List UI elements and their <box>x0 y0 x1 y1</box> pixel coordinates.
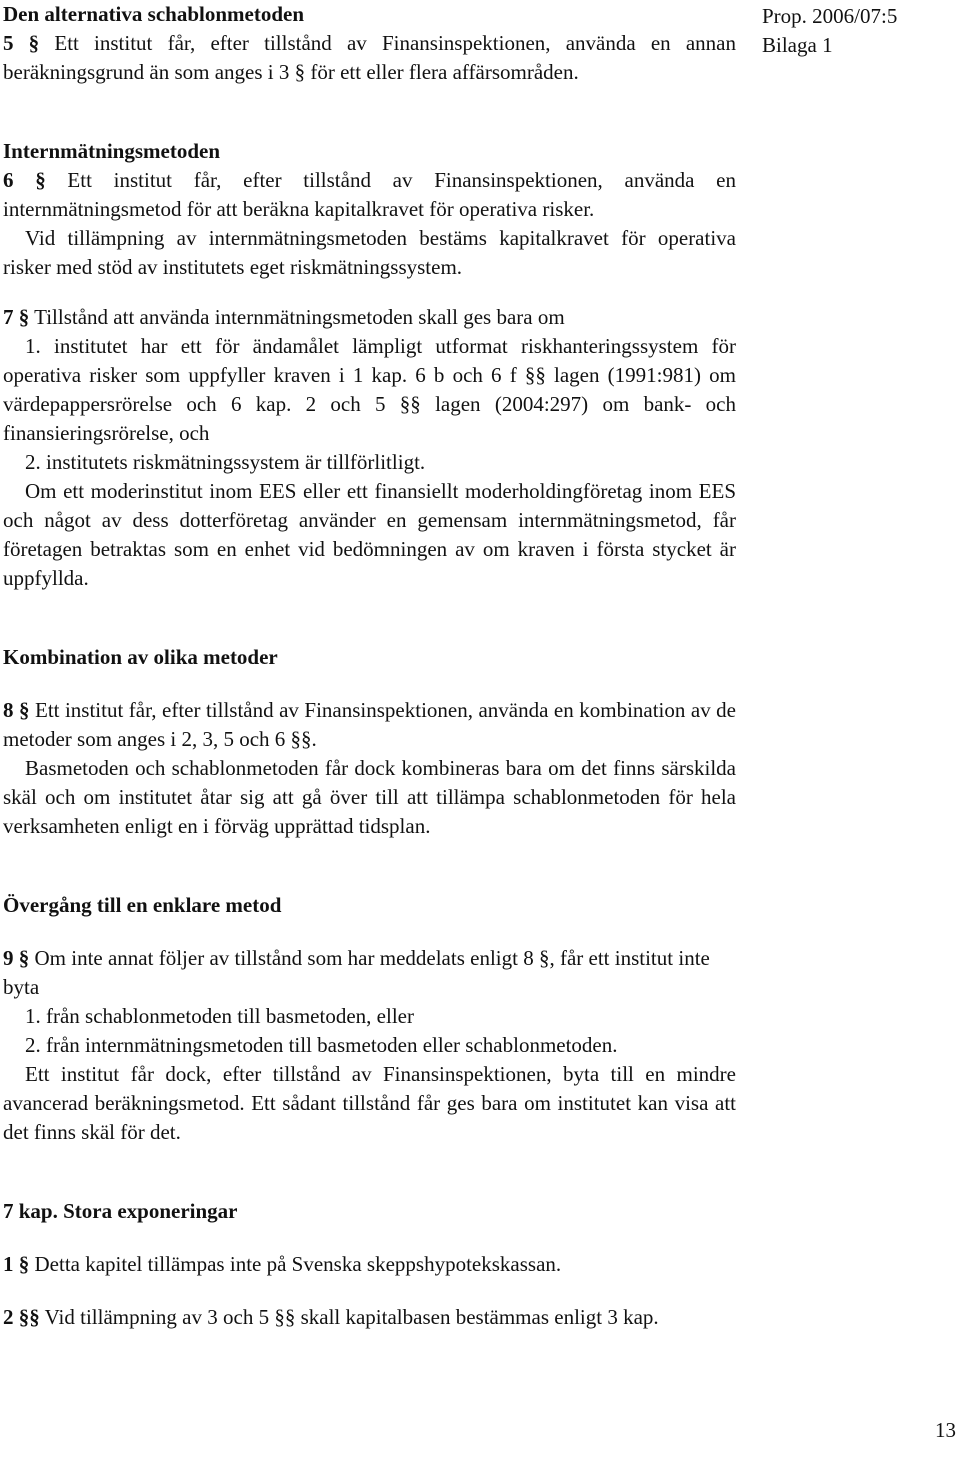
paragraph-8 <box>3 696 736 754</box>
paragraph-number: 6 § <box>3 168 46 192</box>
section-heading-internmatning: Internmätningsmetoden <box>3 139 221 163</box>
paragraph-7-item-1: 1. institutet har ett för ändamålet lämpligt utformat riskhanteringssystem för operativa risker som uppfyller kraven i 1 kap. 6 b och 6 f §§ lagen (1991:981) om värdepappersrörelse och 6 kap. 2 och 5 §§ lagen (2004:297) om bank- och finansieringsrörelse, och <box>3 334 736 445</box>
paragraph-number: 5 § <box>3 31 40 55</box>
paragraph-7-second: Om ett moderinstitut inom EES eller ett finansiellt moderholdingföretag inom EES och något av dess dotterföretag använder en gemensam internmätningsmetod, får företagen betraktas som en enhet vid bedömningen av om kraven i första stycket är uppfyllda. <box>3 479 736 590</box>
paragraph-9-item-1: 1. från schablonmetoden till basmetoden, eller <box>25 1004 414 1028</box>
paragraph-text: Ett institut får, efter tillstånd av Finansinspektionen, använda en kombination av de metoder som anges i 2, 3, 5 och 6 §§. <box>3 698 737 751</box>
paragraph-text: Vid tillämpning av 3 och 5 §§ skall kapitalbasen bestämmas enligt 3 kap. <box>39 1305 659 1329</box>
paragraph-number: 1 § <box>3 1252 30 1276</box>
paragraph-number: 9 § <box>3 946 30 970</box>
page-number: 13 <box>935 1418 956 1442</box>
paragraph-text: Ett institut får, efter tillstånd av Finansinspektionen, använda en annan beräkningsgrund än som anges i 3 § för ett eller flera affärsområden. <box>3 31 736 84</box>
margin-note <box>762 2 952 60</box>
chapter-heading: 7 kap. Stora exponeringar <box>3 1199 238 1223</box>
paragraph-9 <box>3 944 736 1002</box>
paragraph-7-item-2: 2. institutets riskmätningssystem är tillförlitligt. <box>25 450 426 474</box>
document-body <box>3 0 736 1332</box>
paragraph-9-second: Ett institut får dock, efter tillstånd av Finansinspektionen, byta till en mindre avancerad beräkningsmetod. Ett sådant tillstånd får ges bara om institutet kan visa att det finns skäl för det. <box>3 1062 736 1144</box>
paragraph-number: 2 §§ <box>3 1305 40 1329</box>
appendix-label: Bilaga 1 <box>762 33 833 57</box>
paragraph-text: Om inte annat följer av tillstånd som har meddelats enligt 8 §, får ett institut inte byta <box>3 946 710 999</box>
paragraph-6 <box>3 166 736 224</box>
paragraph-number: 7 § <box>3 305 30 329</box>
proposition-reference: Prop. 2006/07:5 <box>762 4 898 28</box>
section-heading-alternativa: Den alternativa schablonmetoden <box>3 2 304 26</box>
paragraph-number: 8 § <box>3 698 30 722</box>
paragraph-5 <box>3 29 736 87</box>
paragraph-8-second: Basmetoden och schablonmetoden får dock kombineras bara om det finns särskilda skäl och om institutet åtar sig att gå över till att tillämpa schablonmetoden för hela verksamheten enligt en i förväg upprättad tidsplan. <box>3 756 736 838</box>
section-heading-overgang: Övergång till en enklare metod <box>3 893 282 917</box>
paragraph-9-item-2: 2. från internmätningsmetoden till basmetoden eller schablonmetoden. <box>25 1033 618 1057</box>
chapter-paragraph-1 <box>3 1250 736 1279</box>
section-heading-kombination: Kombination av olika metoder <box>3 645 278 669</box>
chapter-paragraph-2 <box>3 1303 736 1332</box>
paragraph-text: Detta kapitel tillämpas inte på Svenska skeppshypotekskassan. <box>29 1252 562 1276</box>
paragraph-text: Tillstånd att använda internmätningsmetoden skall ges bara om <box>29 305 565 329</box>
paragraph-7 <box>3 303 736 332</box>
paragraph-text: Ett institut får, efter tillstånd av Finansinspektionen, använda en internmätningsmetod för att beräkna kapitalkravet för operativa risker. <box>3 168 736 221</box>
paragraph-6-second: Vid tillämpning av internmätningsmetoden bestäms kapitalkravet för operativa risker med stöd av institutets eget riskmätningssystem. <box>3 226 736 279</box>
